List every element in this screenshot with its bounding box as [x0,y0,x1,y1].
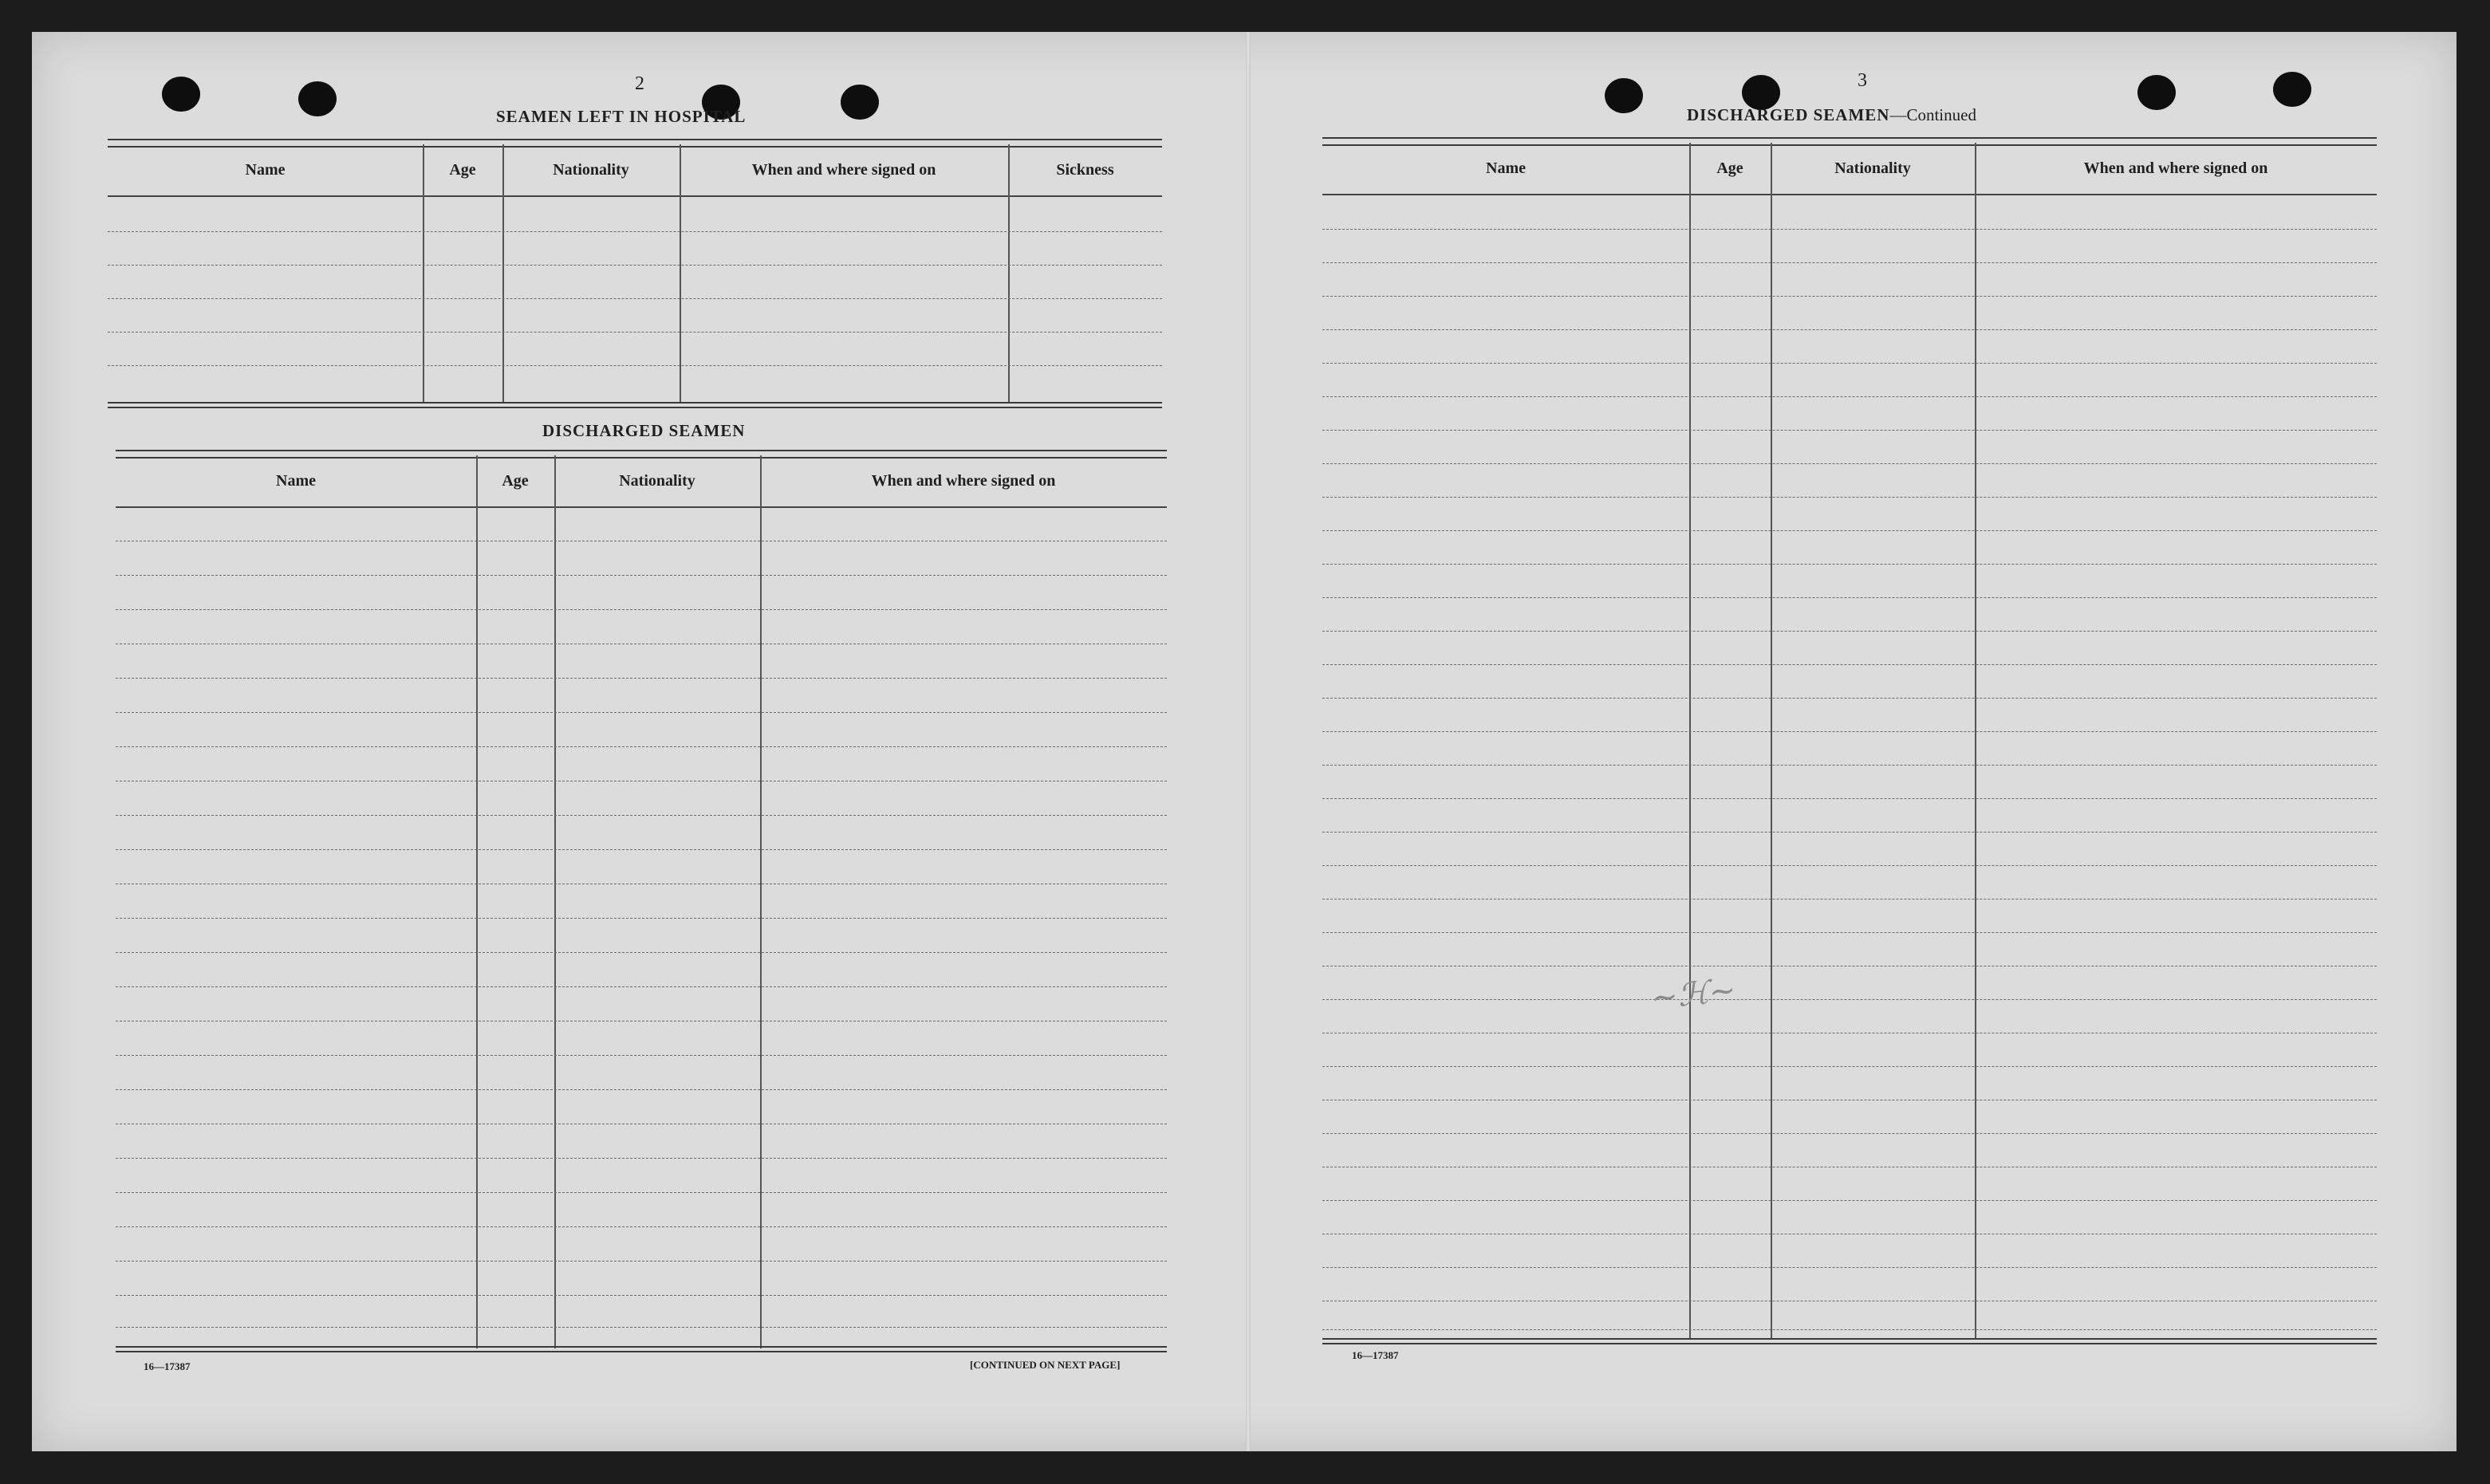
col-header-name: Name [245,160,286,179]
col-header-signed-on: When and where signed on [2083,159,2268,177]
col-header-age: Age [1716,159,1743,177]
col-header-name: Name [276,471,316,490]
col-header-nationality: Nationality [553,160,629,179]
hospital-table [108,139,1162,434]
col-header-age: Age [502,471,529,490]
col-header-age: Age [449,160,476,179]
punch-hole [298,81,337,116]
page-number-left: 2 [635,73,644,94]
table-row [108,298,1162,299]
continued-suffix: —Continued [1889,105,1976,124]
form-code-right: 16—17387 [1352,1349,1399,1361]
col-header-name: Name [1486,159,1526,177]
faint-scribble: ~ℋ~ [1649,971,1738,1018]
discharged-continued-header [1322,143,2377,195]
col-header-sickness: Sickness [1056,160,1114,179]
col-header-signed-on: When and where signed on [751,160,936,179]
punch-hole [2137,75,2176,110]
discharged-table-left [116,450,1167,1391]
punch-hole [2273,72,2311,107]
discharged-table-right [1322,137,2377,1381]
page-number-right: 3 [1858,70,1867,91]
col-header-signed-on: When and where signed on [871,471,1056,490]
scanned-form-sheet [32,32,2457,1451]
col-header-nationality: Nationality [1834,159,1911,177]
discharged-section-title: DISCHARGED SEAMEN [542,421,746,440]
discharged-table-header [116,455,1167,508]
punch-hole [162,77,200,112]
discharged-continued-title [1687,105,1976,125]
form-code-left: 16—17387 [144,1360,191,1372]
table-row [108,365,1162,366]
hospital-section-title: SEAMEN LEFT IN HOSPITAL [496,107,747,126]
table-row [108,332,1162,333]
punch-hole [1605,78,1643,113]
center-fold [1246,32,1251,1451]
col-header-nationality: Nationality [619,471,695,490]
punch-hole [841,85,879,120]
continued-note: [CONTINUED ON NEXT PAGE] [970,1359,1121,1371]
table-row [108,265,1162,266]
hospital-table-header [108,144,1162,197]
table-row [108,231,1162,232]
discharged-title-text: DISCHARGED SEAMEN [1687,105,1890,124]
